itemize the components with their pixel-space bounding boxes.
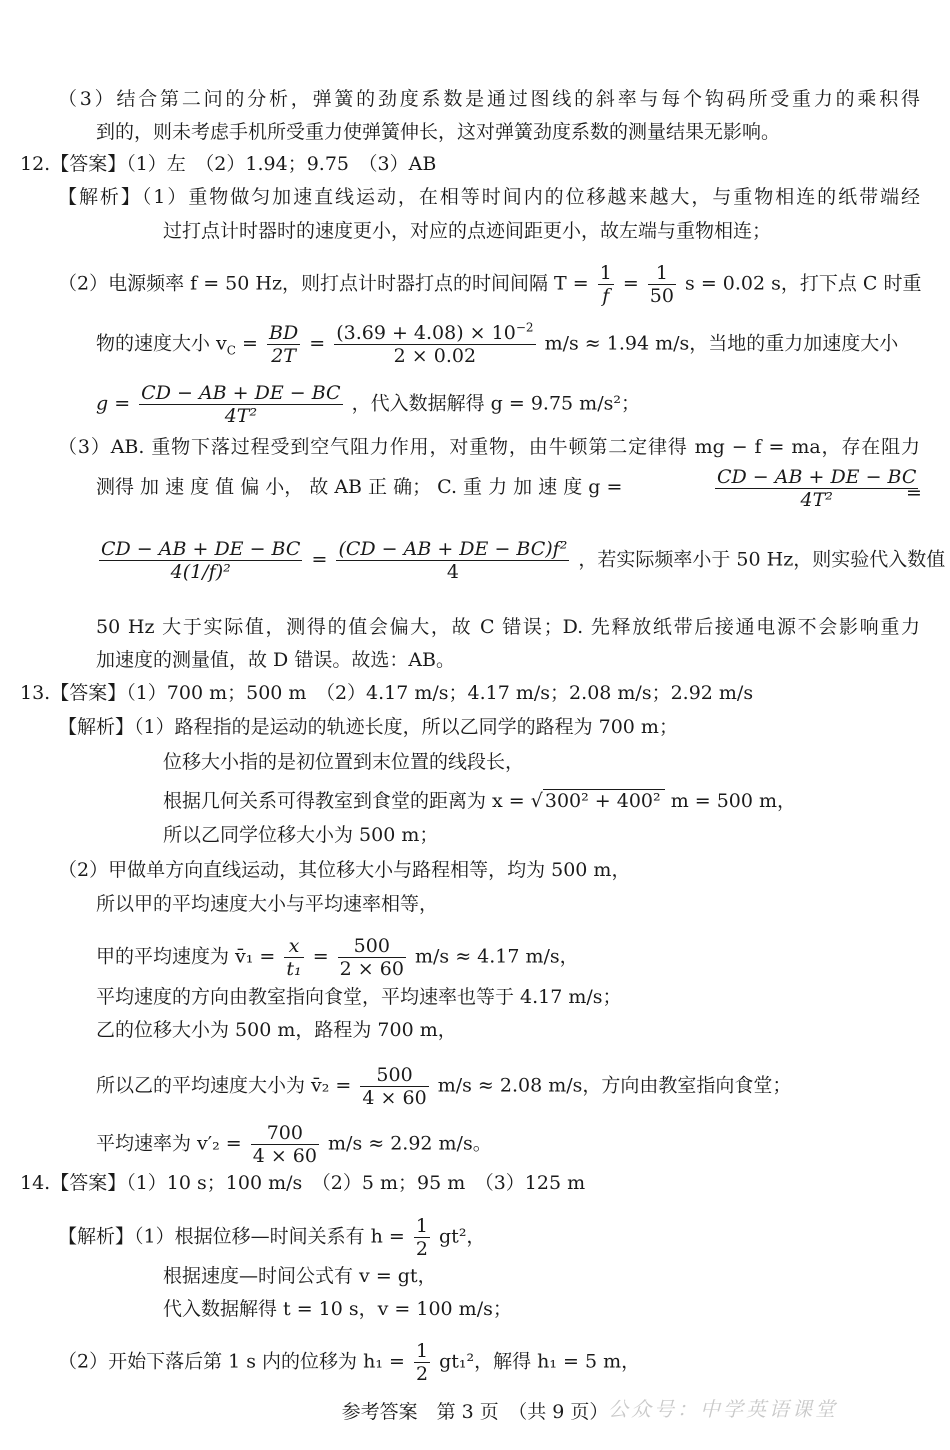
q12-analysis-3-line2 bbox=[96, 474, 622, 500]
sqrt-radicand: 300² + 400² bbox=[543, 789, 665, 812]
fraction-500-over-240 bbox=[360, 1064, 428, 1109]
q13-analysis-2-line6 bbox=[96, 1064, 791, 1109]
text-segment: = bbox=[242, 332, 258, 355]
q13-analysis-1-line1: 【解析】（1）路程指的是运动的轨迹长度，所以乙同学的路程为 700 m； bbox=[58, 716, 678, 738]
numerator: CD − AB + DE − BC bbox=[717, 466, 917, 488]
text-segment: （2）电源频率 f = 50 Hz，则打点计时器打点的时间间隔 T = bbox=[58, 272, 589, 295]
text-segment: 甲的平均速度为 v̄₁ = bbox=[96, 945, 276, 968]
q12-analysis-2-line2 bbox=[96, 322, 898, 367]
q14-analysis-2-line1 bbox=[58, 1340, 640, 1385]
fraction-1-over-50: $\frac{1}{50}$ bbox=[649, 262, 674, 307]
exponent: −2 bbox=[515, 320, 534, 335]
q12-analysis-3-equals: = bbox=[906, 482, 922, 504]
q13-analysis-2-line4: 平均速度的方向由教室指向食堂，平均速率也等于 4.17 m/s； bbox=[96, 986, 622, 1008]
fraction-g-repeat bbox=[715, 466, 918, 511]
text-segment: s = 0.02 s，打下点 C 时重 bbox=[685, 272, 922, 295]
denominator: 4(1/f)² bbox=[170, 561, 231, 583]
numerator: 700 bbox=[251, 1122, 319, 1145]
numerator: 500 bbox=[338, 935, 406, 958]
q12-analysis-3-line4: 50 Hz 大于实际值，测得的值会偏大，故 C 错误；D. 先释放纸带后接通电源不会影响重力 bbox=[96, 616, 920, 638]
text-segment: ，若实际频率小于 50 Hz，则实验代入数值 bbox=[578, 548, 946, 571]
q11-part3-line2: 到的，则未考虑手机所受重力使弹簧伸长，这对弹簧劲度系数的测量结果无影响。 bbox=[96, 121, 781, 143]
denominator: 4 bbox=[446, 561, 459, 583]
text-segment: 测得 加 速 度 值 偏 小， 故 AB 正 确； C. 重 力 加 速 度 g = bbox=[96, 476, 623, 498]
sqrt-sign: √ bbox=[530, 790, 543, 812]
q13-analysis-1-line2: 位移大小指的是初位置到末位置的线段长， bbox=[163, 751, 525, 773]
denominator: 2 bbox=[415, 1363, 429, 1385]
text-segment: 所以乙的平均速度大小为 v̄₂ = bbox=[96, 1074, 352, 1097]
q13-analysis-2-line1: （2）甲做单方向直线运动，其位移大小与路程相等，均为 500 m， bbox=[58, 859, 631, 881]
text-segment: m/s ≈ 4.17 m/s， bbox=[414, 945, 579, 968]
fraction-g-freq bbox=[99, 538, 302, 583]
q14-analysis-1-line3: 代入数据解得 t = 10 s，v = 100 m/s； bbox=[163, 1298, 512, 1320]
q12-analysis-3-line1: （3）AB. 重物下落过程受到空气阻力作用，对重物，由牛顿第二定律得 mg − f = ma，存在阻力 bbox=[58, 436, 920, 458]
numerator: 1 bbox=[415, 1215, 428, 1237]
q13-analysis-1-line3 bbox=[163, 788, 796, 814]
denominator: 4 × 60 bbox=[362, 1087, 427, 1109]
q12-analysis-1-line2: 过打点计时器时的速度更小，对应的点迹间距更小，故左端与重物相连； bbox=[163, 220, 772, 242]
q13-analysis-2-line2: 所以甲的平均速度大小与平均速率相等， bbox=[96, 893, 439, 915]
text-segment: gt₁²，解得 h₁ = 5 m， bbox=[439, 1350, 641, 1373]
q12-analysis-1-line1: 【解析】（1）重物做匀加速直线运动，在相等时间内的位移越来越大，与重物相连的纸带端经 bbox=[58, 186, 920, 208]
q13-answer: 13.【答案】（1）700 m；500 m （2）4.17 m/s；4.17 m/s；2.08 m/s；2.92 m/s bbox=[20, 682, 754, 704]
numerator: CD − AB + DE − BC bbox=[141, 382, 341, 404]
text-segment: m/s ≈ 1.94 m/s，当地的重力加速度大小 bbox=[544, 332, 899, 355]
denominator: 4T² bbox=[800, 489, 833, 511]
q12-analysis-3-line5: 加速度的测量值，故 D 错误。故选：AB。 bbox=[96, 649, 455, 671]
numerator: (CD − AB + DE − BC)f² bbox=[338, 538, 568, 560]
text-segment: g = bbox=[96, 392, 131, 415]
fraction-700-over-240 bbox=[251, 1122, 319, 1167]
page-footer: 参考答案 第 3 页 （共 9 页） bbox=[341, 1401, 609, 1423]
q12-answer: 12.【答案】（1）左 （2）1.94；9.75 （3）AB bbox=[20, 153, 437, 175]
numerator: 1 bbox=[415, 1340, 429, 1362]
fraction-one-half-2 bbox=[414, 1340, 430, 1385]
text-segment: gt²， bbox=[439, 1225, 486, 1248]
numerator: CD − AB + DE − BC bbox=[101, 538, 301, 560]
fraction-x-over-t1 bbox=[284, 935, 303, 980]
q12-analysis-3-line3 bbox=[96, 538, 945, 583]
text-segment: 物的速度大小 v bbox=[96, 332, 227, 355]
text-segment: m/s ≈ 2.08 m/s，方向由教室指向食堂； bbox=[437, 1074, 792, 1097]
q11-part3-line1: （3）结合第二问的分析，弹簧的劲度系数是通过图线的斜率与每个钩码所受重力的乘积得 bbox=[58, 88, 920, 110]
denominator: t₁ bbox=[286, 958, 302, 980]
q13-analysis-2-line5: 乙的位移大小为 500 m，路程为 700 m， bbox=[96, 1019, 457, 1041]
q12-analysis-2-line3 bbox=[96, 382, 640, 427]
fraction-bd-over-2t: $\frac{BD}{2T}$ bbox=[268, 322, 299, 367]
denominator: 2 bbox=[415, 1238, 428, 1260]
text-segment: = bbox=[309, 332, 326, 355]
denominator: 2 × 0.02 bbox=[393, 345, 477, 367]
watermark: 公众号：中学英语课堂 bbox=[608, 1397, 838, 1421]
q14-answer: 14.【答案】（1）10 s；100 m/s （2）5 m；95 m （3）125 m bbox=[20, 1172, 586, 1194]
text-segment: （2）开始下落后第 1 s 内的位移为 h₁ = bbox=[58, 1350, 405, 1373]
denominator: 4T² bbox=[224, 405, 258, 427]
fraction-500-over-120 bbox=[338, 935, 406, 980]
text-segment: = bbox=[622, 272, 639, 295]
fraction-velocity-c bbox=[334, 322, 535, 367]
fraction-1-over-f: $\frac{1}{f}$ bbox=[599, 262, 612, 307]
q13-analysis-2-line7 bbox=[96, 1122, 492, 1167]
q14-analysis-1-line2: 根据速度—时间公式有 v = gt， bbox=[163, 1265, 437, 1287]
text-segment: 根据几何关系可得教室到食堂的距离为 x = bbox=[163, 790, 525, 812]
numerator: 500 bbox=[360, 1064, 428, 1087]
denominator: 2 × 60 bbox=[339, 958, 404, 980]
q13-analysis-1-line4: 所以乙同学位移大小为 500 m； bbox=[163, 824, 439, 846]
q12-analysis-2-line1 bbox=[58, 262, 922, 307]
text-segment: 平均速率为 v′₂ = bbox=[96, 1132, 242, 1155]
subscript: C bbox=[226, 343, 236, 358]
numerator: x bbox=[284, 935, 303, 958]
text-segment: ，代入数据解得 g = 9.75 m/s²； bbox=[351, 392, 640, 415]
text-segment: = bbox=[311, 548, 328, 571]
fraction-g-freq2 bbox=[336, 538, 569, 583]
numerator: (3.69 + 4.08) × 10 bbox=[336, 322, 516, 344]
fraction-g bbox=[139, 382, 342, 427]
text-segment: m = 500 m， bbox=[670, 790, 797, 812]
denominator: 4 × 60 bbox=[252, 1145, 317, 1167]
fraction-one-half bbox=[414, 1215, 430, 1260]
text-segment: m/s ≈ 2.92 m/s。 bbox=[328, 1132, 492, 1155]
q13-analysis-2-line3: 甲的平均速度为 v̄₁ = $\frac{x}{\text{t₁}}$ = $\frac{500}{2 \times 60}$ m/s ≈ 4.17 m/s， bbox=[96, 935, 579, 980]
q14-analysis-1-line1 bbox=[58, 1215, 485, 1260]
text-segment: 【解析】（1）根据位移—时间关系有 h = bbox=[58, 1225, 405, 1248]
q12-analysis-3-fraction-g bbox=[712, 466, 921, 511]
